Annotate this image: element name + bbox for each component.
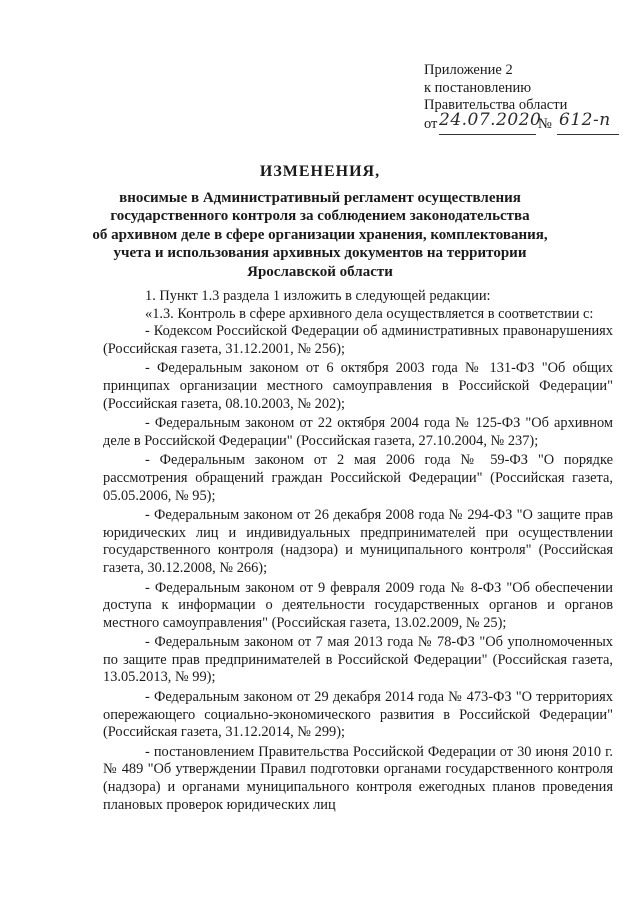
list-item-code: - Кодексом Российской Федерации об административных правонарушениях (Российская газета, 31.12.2001, № 256); <box>103 323 613 357</box>
list-item-law-8: - Федеральным законом от 9 февраля 2009 года № 8-ФЗ "Об обеспечении доступа к информации о деятельности государственных органов и органов местного самоуправления" (Российская газета, 13.02.2009, № 25); <box>103 579 613 631</box>
appendix-number: Приложение 2 <box>424 62 513 78</box>
handwritten-date: 24.07.2020 <box>439 109 542 130</box>
date-underline <box>439 134 536 135</box>
subtitle-line: учета и использования архивных документов на территории <box>113 245 527 261</box>
document-heading <box>0 163 640 281</box>
list-item-resolution-489: - постановлением Правительства Российской Федерации от 30 июня 2010 г. № 489 "Об утверждении Правил подготовки органами государственного контроля (надзора) и органами муниципального контроля ежегодных планов проведения плановых проверок юридических лиц <box>103 743 613 813</box>
appendix-government: Правительства области <box>424 97 568 113</box>
appendix-to-resolution: к постановлению <box>424 79 532 96</box>
list-item-law-125: - Федеральным законом от 22 октября 2004 года № 125-ФЗ "Об архивном деле в Российской Федерации" (Российская газета, 27.10.2004, № 237); <box>103 415 613 449</box>
date-prefix: от <box>424 115 438 132</box>
list-item-law-78: - Федеральным законом от 7 мая 2013 года № 78-ФЗ "Об уполномоченных по защите прав предпринимателей в Российской Федерации" (Российская газета, 13.05.2013, № 99); <box>103 634 613 686</box>
subtitle-line: вносимые в Административный регламент осуществления <box>119 189 521 206</box>
resolution-date-number <box>424 109 624 135</box>
handwritten-number: 612-п <box>559 109 611 130</box>
list-item-law-59: - Федеральным законом от 2 мая 2006 года № 59-ФЗ "О порядке рассмотрения обращений граждан Российской Федерации" (Российская газета, 05.05.2006, № 95); <box>103 452 613 504</box>
list-item-law-473: - Федеральным законом от 29 декабря 2014 года № 473-ФЗ "О территориях опережающего социально-экономического развития в Российской Федерации" (Российская газета, 31.12.2014, № 299); <box>103 689 613 741</box>
appendix-header <box>424 62 624 135</box>
subtitle-line: об архивном деле в сфере организации хранения, комплектования, <box>92 226 548 243</box>
document-body <box>103 288 613 814</box>
number-underline <box>557 134 619 135</box>
subtitle-line: государственного контроля за соблюдением законодательства <box>110 208 530 224</box>
paragraph-intro: «1.3. Контроль в сфере архивного дела осуществляется в соответствии с: <box>145 305 594 322</box>
paragraph-item-1: 1. Пункт 1.3 раздела 1 изложить в следующей редакции: <box>145 288 491 304</box>
subtitle-line: Ярославской области <box>247 263 393 280</box>
list-item-law-131: - Федеральным законом от 6 октября 2003 года № 131-ФЗ "Об общих принципах организации местного самоуправления в Российской Федерации" (Российская газета, 08.10.2003, № 202); <box>103 360 613 412</box>
list-item-law-294: - Федеральным законом от 26 декабря 2008 года № 294-ФЗ "О защите прав юридических лиц и индивидуальных предпринимателей при осуществлении государственного контроля (надзора) и муниципального контроля" (Российская газета, 30.12.2008, № 266); <box>103 507 613 576</box>
document-title: ИЗМЕНЕНИЯ, <box>259 163 381 180</box>
number-sign: № <box>538 115 552 132</box>
